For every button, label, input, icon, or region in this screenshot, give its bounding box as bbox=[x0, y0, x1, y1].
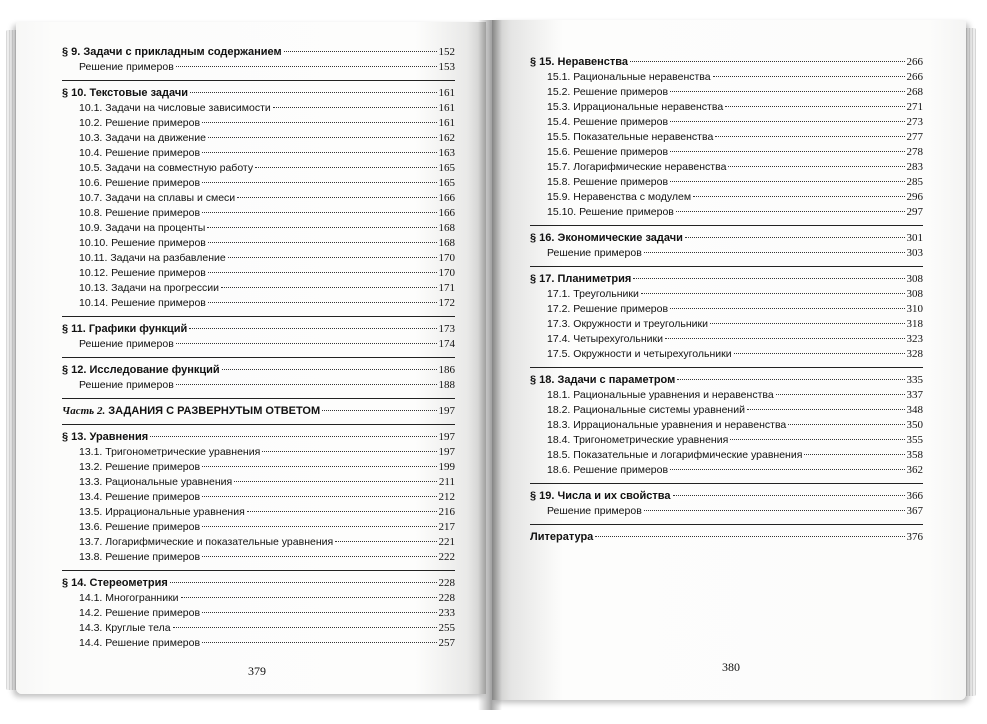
toc-entry-title: 13.7. Логарифмические и показательные уравнения bbox=[79, 536, 334, 548]
toc-part-label: Часть 2. bbox=[62, 405, 106, 417]
dot-leader bbox=[202, 526, 436, 527]
toc-page-number: 216 bbox=[438, 506, 455, 518]
toc-section-entry bbox=[62, 363, 455, 378]
toc-entry-title: 13.3. Рациональные уравнения bbox=[79, 476, 233, 488]
dot-leader bbox=[676, 211, 905, 212]
toc-subsection-entry bbox=[530, 246, 923, 261]
toc-page-number: 197 bbox=[438, 446, 455, 458]
toc-page-number: 217 bbox=[438, 521, 455, 533]
toc-page-number: 172 bbox=[438, 297, 455, 309]
toc-entry-title: 18.5. Показательные и логарифмические уравнения bbox=[547, 449, 803, 461]
toc-entry-title: § 17. Планиметрия bbox=[530, 273, 632, 285]
dot-leader bbox=[170, 582, 437, 583]
toc-page-number: 171 bbox=[438, 282, 455, 294]
toc-page-number: 233 bbox=[438, 607, 455, 619]
toc-entry-title: 10.8. Решение примеров bbox=[79, 207, 201, 219]
toc-subsection-entry bbox=[62, 206, 455, 221]
toc-subsection-entry bbox=[530, 317, 923, 332]
toc-entry-title: § 9. Задачи с прикладным содержанием bbox=[62, 46, 282, 58]
dot-leader bbox=[221, 287, 437, 288]
dot-leader bbox=[173, 627, 437, 628]
toc-subsection-entry bbox=[530, 433, 923, 448]
toc-section-group bbox=[530, 272, 923, 368]
toc-entry-title: § 14. Стереометрия bbox=[62, 577, 168, 589]
toc-section-entry bbox=[62, 430, 455, 445]
toc-entry-title: 14.1. Многогранники bbox=[79, 592, 179, 604]
toc-subsection-entry bbox=[530, 175, 923, 190]
toc-subsection-entry bbox=[62, 146, 455, 161]
toc-subsection-entry bbox=[62, 266, 455, 281]
dot-leader bbox=[710, 323, 905, 324]
toc-entry-title: § 16. Экономические задачи bbox=[530, 232, 683, 244]
toc-entry-title: § 11. Графики функций bbox=[62, 323, 188, 335]
dot-leader bbox=[725, 106, 904, 107]
toc-entry-title: Решение примеров bbox=[547, 505, 642, 517]
toc-subsection-entry bbox=[62, 161, 455, 176]
dot-leader bbox=[670, 121, 904, 122]
dot-leader bbox=[335, 541, 436, 542]
dot-leader bbox=[208, 272, 437, 273]
toc-entry-title: 10.12. Решение примеров bbox=[79, 267, 206, 279]
toc-entry-title: 17.1. Треугольники bbox=[547, 288, 639, 300]
toc-page-number: 228 bbox=[438, 577, 455, 589]
toc-section-entry bbox=[530, 489, 923, 504]
toc-section-group bbox=[530, 55, 923, 226]
toc-page-number: 278 bbox=[906, 146, 923, 158]
dot-leader bbox=[234, 481, 437, 482]
dot-leader bbox=[262, 451, 436, 452]
dot-leader bbox=[202, 212, 436, 213]
toc-entry-title: 15.5. Показательные неравенства bbox=[547, 131, 714, 143]
dot-leader bbox=[237, 197, 436, 198]
toc-subsection-entry bbox=[530, 85, 923, 100]
dot-leader bbox=[788, 424, 904, 425]
toc-entry-title: Решение примеров bbox=[79, 61, 174, 73]
toc-page-number: 228 bbox=[438, 592, 455, 604]
dot-leader bbox=[670, 91, 904, 92]
toc-page-number: 168 bbox=[438, 237, 455, 249]
dot-leader bbox=[673, 495, 905, 496]
toc-entry-title: Решение примеров bbox=[79, 338, 174, 350]
toc-entry-title: Решение примеров bbox=[79, 379, 174, 391]
toc-page-number: 355 bbox=[906, 434, 923, 446]
toc-subsection-entry bbox=[530, 160, 923, 175]
toc-entry-title: 18.1. Рациональные уравнения и неравенства bbox=[547, 389, 774, 401]
toc-entry-title: 14.2. Решение примеров bbox=[79, 607, 201, 619]
toc-entry-title: 18.2. Рациональные системы уравнений bbox=[547, 404, 745, 416]
dot-leader bbox=[222, 369, 437, 370]
toc-page-number: 170 bbox=[438, 252, 455, 264]
toc-subsection-entry bbox=[530, 145, 923, 160]
toc-part-title: ЗАДАНИЯ С РАЗВЕРНУТЫМ ОТВЕТОМ bbox=[108, 405, 321, 417]
toc-entry-title: 10.4. Решение примеров bbox=[79, 147, 201, 159]
toc-page-number: 283 bbox=[906, 161, 923, 173]
toc-entry-title: 10.9. Задачи на проценты bbox=[79, 222, 206, 234]
toc-section-group bbox=[62, 45, 455, 81]
toc-page-number: 163 bbox=[438, 147, 455, 159]
toc-subsection-entry bbox=[530, 418, 923, 433]
dot-leader bbox=[181, 597, 437, 598]
toc-page-number: 266 bbox=[906, 56, 923, 68]
toc-section-group bbox=[62, 86, 455, 317]
toc-entry-title: 13.8. Решение примеров bbox=[79, 551, 201, 563]
toc-subsection-entry bbox=[530, 190, 923, 205]
toc-page-number: 308 bbox=[906, 288, 923, 300]
toc-page-number: 165 bbox=[438, 162, 455, 174]
toc-section-entry bbox=[62, 322, 455, 337]
toc-page-number: 358 bbox=[906, 449, 923, 461]
toc-entry-title: 18.6. Решение примеров bbox=[547, 464, 669, 476]
toc-page-number: 199 bbox=[438, 461, 455, 473]
toc-section-group bbox=[62, 430, 455, 571]
dot-leader bbox=[202, 496, 436, 497]
toc-subsection-entry bbox=[62, 520, 455, 535]
toc-page-number: 173 bbox=[438, 323, 455, 335]
toc-section-group bbox=[530, 530, 923, 550]
dot-leader bbox=[190, 92, 437, 93]
toc-page-number: 303 bbox=[906, 247, 923, 259]
toc-section-group bbox=[62, 576, 455, 656]
dot-leader bbox=[670, 181, 904, 182]
toc-entry-title: 10.14. Решение примеров bbox=[79, 297, 206, 309]
toc-page-number: 174 bbox=[438, 338, 455, 350]
toc-section-entry bbox=[530, 272, 923, 287]
toc-entry-title: 10.7. Задачи на сплавы и смеси bbox=[79, 192, 236, 204]
dot-leader bbox=[776, 394, 905, 395]
toc-page-number: 211 bbox=[438, 476, 455, 488]
toc-subsection-entry bbox=[62, 606, 455, 621]
toc-subsection-entry bbox=[530, 463, 923, 478]
toc-entry-title: 10.6. Решение примеров bbox=[79, 177, 201, 189]
toc-subsection-entry bbox=[62, 550, 455, 565]
dot-leader bbox=[255, 167, 436, 168]
toc-entry-title: 14.3. Круглые тела bbox=[79, 622, 171, 634]
toc-section-group bbox=[530, 373, 923, 484]
dot-leader bbox=[273, 107, 437, 108]
right-table-of-contents bbox=[530, 55, 923, 555]
toc-page-number: 222 bbox=[438, 551, 455, 563]
dot-leader bbox=[202, 466, 436, 467]
toc-subsection-entry bbox=[530, 504, 923, 519]
toc-page-number: 161 bbox=[438, 102, 455, 114]
toc-subsection-entry bbox=[530, 100, 923, 115]
dot-leader bbox=[670, 308, 904, 309]
toc-entry-title: 13.2. Решение примеров bbox=[79, 461, 201, 473]
toc-subsection-entry bbox=[62, 591, 455, 606]
toc-part-entry bbox=[62, 404, 455, 419]
toc-page-number: 165 bbox=[438, 177, 455, 189]
right-page-number: 380 bbox=[722, 660, 740, 674]
toc-page-number: 162 bbox=[438, 132, 455, 144]
dot-leader bbox=[202, 556, 436, 557]
dot-leader bbox=[734, 353, 905, 354]
toc-subsection-entry bbox=[62, 176, 455, 191]
toc-page-number: 266 bbox=[906, 71, 923, 83]
toc-subsection-entry bbox=[530, 130, 923, 145]
toc-page-number: 166 bbox=[438, 192, 455, 204]
toc-entry-title: 18.4. Тригонометрические уравнения bbox=[547, 434, 729, 446]
dot-leader bbox=[633, 278, 904, 279]
toc-entry-title: 17.3. Окружности и треугольники bbox=[547, 318, 708, 330]
toc-subsection-entry bbox=[530, 287, 923, 302]
dot-leader bbox=[208, 302, 437, 303]
toc-page-number: 188 bbox=[438, 379, 455, 391]
toc-page-number: 335 bbox=[906, 374, 923, 386]
toc-page-number: 277 bbox=[906, 131, 923, 143]
toc-entry-title: 15.6. Решение примеров bbox=[547, 146, 669, 158]
toc-section-entry bbox=[530, 530, 923, 545]
dot-leader bbox=[670, 469, 904, 470]
toc-page-number: 323 bbox=[906, 333, 923, 345]
dot-leader bbox=[665, 338, 905, 339]
toc-entry-title: 10.11. Задачи на разбавление bbox=[79, 252, 226, 264]
toc-entry-title: 18.3. Иррациональные уравнения и неравенства bbox=[547, 419, 787, 431]
toc-subsection-entry bbox=[62, 636, 455, 651]
toc-page-number: 170 bbox=[438, 267, 455, 279]
toc-subsection-entry bbox=[62, 281, 455, 296]
toc-entry-title: Литература bbox=[530, 531, 594, 543]
toc-subsection-entry bbox=[530, 70, 923, 85]
toc-section-group bbox=[62, 322, 455, 358]
toc-section-group bbox=[62, 363, 455, 399]
toc-page-number: 161 bbox=[438, 87, 455, 99]
toc-entry-title: 15.1. Рациональные неравенства bbox=[547, 71, 711, 83]
toc-subsection-entry bbox=[62, 490, 455, 505]
toc-entry-title: 10.13. Задачи на прогрессии bbox=[79, 282, 219, 294]
toc-page-number: 161 bbox=[438, 117, 455, 129]
dot-leader bbox=[685, 237, 905, 238]
toc-section-group bbox=[530, 489, 923, 525]
toc-subsection-entry bbox=[62, 221, 455, 236]
toc-subsection-entry bbox=[62, 191, 455, 206]
toc-page-number: 197 bbox=[438, 405, 455, 417]
dot-leader bbox=[202, 122, 436, 123]
toc-entry-title: 15.4. Решение примеров bbox=[547, 116, 669, 128]
toc-entry-title: 15.2. Решение примеров bbox=[547, 86, 669, 98]
toc-subsection-entry bbox=[62, 535, 455, 550]
toc-page-number: 350 bbox=[906, 419, 923, 431]
dot-leader bbox=[713, 76, 905, 77]
toc-page-number: 328 bbox=[906, 348, 923, 360]
toc-entry-title: Решение примеров bbox=[547, 247, 642, 259]
dot-leader bbox=[644, 252, 905, 253]
toc-entry-title: § 19. Числа и их свойства bbox=[530, 490, 671, 502]
toc-page-number: 212 bbox=[438, 491, 455, 503]
toc-page-number: 268 bbox=[906, 86, 923, 98]
dot-leader bbox=[284, 51, 437, 52]
toc-entry-title: 17.4. Четырехугольники bbox=[547, 333, 663, 345]
toc-entry-title: 10.1. Задачи на числовые зависимости bbox=[79, 102, 271, 114]
toc-subsection-entry bbox=[62, 60, 455, 75]
dot-leader bbox=[670, 151, 904, 152]
toc-entry-title: § 13. Уравнения bbox=[62, 431, 149, 443]
toc-page-number: 221 bbox=[438, 536, 455, 548]
toc-subsection-entry bbox=[62, 378, 455, 393]
toc-page-number: 257 bbox=[438, 637, 455, 649]
toc-page-number: 153 bbox=[438, 61, 455, 73]
dot-leader bbox=[208, 137, 437, 138]
dot-leader bbox=[677, 379, 904, 380]
toc-page-number: 310 bbox=[906, 303, 923, 315]
dot-leader bbox=[730, 439, 904, 440]
toc-section-group bbox=[62, 404, 455, 425]
toc-subsection-entry bbox=[62, 116, 455, 131]
dot-leader bbox=[728, 166, 904, 167]
toc-page-number: 376 bbox=[906, 531, 923, 543]
toc-subsection-entry bbox=[62, 296, 455, 311]
dot-leader bbox=[202, 642, 436, 643]
toc-subsection-entry bbox=[62, 445, 455, 460]
left-table-of-contents bbox=[62, 45, 455, 661]
toc-page-number: 285 bbox=[906, 176, 923, 188]
toc-subsection-entry bbox=[62, 251, 455, 266]
toc-page-number: 186 bbox=[438, 364, 455, 376]
toc-entry-title: 14.4. Решение примеров bbox=[79, 637, 201, 649]
toc-subsection-entry bbox=[62, 131, 455, 146]
toc-entry-title: § 12. Исследование функций bbox=[62, 364, 220, 376]
toc-subsection-entry bbox=[530, 302, 923, 317]
toc-entry-title: 17.2. Решение примеров bbox=[547, 303, 669, 315]
dot-leader bbox=[202, 152, 436, 153]
toc-page-number: 297 bbox=[906, 206, 923, 218]
toc-page-number: 296 bbox=[906, 191, 923, 203]
dot-leader bbox=[747, 409, 905, 410]
toc-subsection-entry bbox=[62, 236, 455, 251]
toc-entry-title: 13.1. Тригонометрические уравнения bbox=[79, 446, 261, 458]
dot-leader bbox=[207, 227, 436, 228]
dot-leader bbox=[228, 257, 437, 258]
dot-leader bbox=[202, 182, 436, 183]
toc-subsection-entry bbox=[530, 332, 923, 347]
toc-entry-title: § 10. Текстовые задачи bbox=[62, 87, 188, 99]
toc-entry-title: 17.5. Окружности и четырехугольники bbox=[547, 348, 732, 360]
toc-section-entry bbox=[530, 231, 923, 246]
toc-entry-title: 13.4. Решение примеров bbox=[79, 491, 201, 503]
toc-entry-title: 15.7. Логарифмические неравенства bbox=[547, 161, 727, 173]
dot-leader bbox=[693, 196, 904, 197]
toc-section-entry bbox=[530, 373, 923, 388]
toc-entry-title: 15.9. Неравенства с модулем bbox=[547, 191, 692, 203]
dot-leader bbox=[208, 242, 437, 243]
toc-subsection-entry bbox=[530, 388, 923, 403]
dot-leader bbox=[630, 61, 904, 62]
toc-entry-title: 10.10. Решение примеров bbox=[79, 237, 206, 249]
toc-entry-title bbox=[62, 404, 320, 419]
left-page-number: 379 bbox=[248, 664, 266, 678]
dot-leader bbox=[247, 511, 437, 512]
toc-subsection-entry bbox=[530, 448, 923, 463]
dot-leader bbox=[595, 536, 904, 537]
toc-section-group bbox=[530, 231, 923, 267]
toc-subsection-entry bbox=[530, 403, 923, 418]
dot-leader bbox=[804, 454, 904, 455]
dot-leader bbox=[176, 343, 437, 344]
toc-page-number: 348 bbox=[906, 404, 923, 416]
toc-entry-title: 15.3. Иррациональные неравенства bbox=[547, 101, 724, 113]
toc-subsection-entry bbox=[62, 505, 455, 520]
toc-subsection-entry bbox=[62, 460, 455, 475]
toc-entry-title: 15.10. Решение примеров bbox=[547, 206, 674, 218]
toc-page-number: 366 bbox=[906, 490, 923, 502]
toc-page-number: 362 bbox=[906, 464, 923, 476]
dot-leader bbox=[189, 328, 436, 329]
book-spine-gutter bbox=[478, 20, 502, 710]
toc-page-number: 318 bbox=[906, 318, 923, 330]
dot-leader bbox=[176, 384, 437, 385]
toc-page-number: 337 bbox=[906, 389, 923, 401]
toc-entry-title: 13.5. Иррациональные уравнения bbox=[79, 506, 245, 518]
toc-section-entry bbox=[62, 45, 455, 60]
toc-entry-title: 15.8. Решение примеров bbox=[547, 176, 669, 188]
dot-leader bbox=[176, 66, 437, 67]
toc-entry-title: 10.2. Решение примеров bbox=[79, 117, 201, 129]
toc-page-number: 308 bbox=[906, 273, 923, 285]
toc-page-number: 301 bbox=[906, 232, 923, 244]
toc-subsection-entry bbox=[62, 621, 455, 636]
toc-page-number: 168 bbox=[438, 222, 455, 234]
toc-page-number: 197 bbox=[438, 431, 455, 443]
toc-entry-title: § 18. Задачи с параметром bbox=[530, 374, 676, 386]
dot-leader bbox=[641, 293, 905, 294]
dot-leader bbox=[202, 612, 436, 613]
toc-entry-title: 10.3. Задачи на движение bbox=[79, 132, 206, 144]
toc-section-entry bbox=[62, 86, 455, 101]
dot-leader bbox=[715, 136, 904, 137]
toc-subsection-entry bbox=[62, 101, 455, 116]
toc-subsection-entry bbox=[530, 205, 923, 220]
toc-subsection-entry bbox=[62, 337, 455, 352]
toc-entry-title: § 15. Неравенства bbox=[530, 56, 629, 68]
toc-section-entry bbox=[530, 55, 923, 70]
toc-subsection-entry bbox=[62, 475, 455, 490]
toc-subsection-entry bbox=[530, 347, 923, 362]
toc-subsection-entry bbox=[530, 115, 923, 130]
dot-leader bbox=[644, 510, 905, 511]
toc-entry-title: 13.6. Решение примеров bbox=[79, 521, 201, 533]
toc-page-number: 166 bbox=[438, 207, 455, 219]
toc-page-number: 273 bbox=[906, 116, 923, 128]
toc-page-number: 367 bbox=[906, 505, 923, 517]
dot-leader bbox=[322, 410, 436, 411]
dot-leader bbox=[150, 436, 436, 437]
toc-page-number: 271 bbox=[906, 101, 923, 113]
toc-section-entry bbox=[62, 576, 455, 591]
toc-page-number: 255 bbox=[438, 622, 455, 634]
toc-entry-title: 10.5. Задачи на совместную работу bbox=[79, 162, 254, 174]
toc-page-number: 152 bbox=[438, 46, 455, 58]
